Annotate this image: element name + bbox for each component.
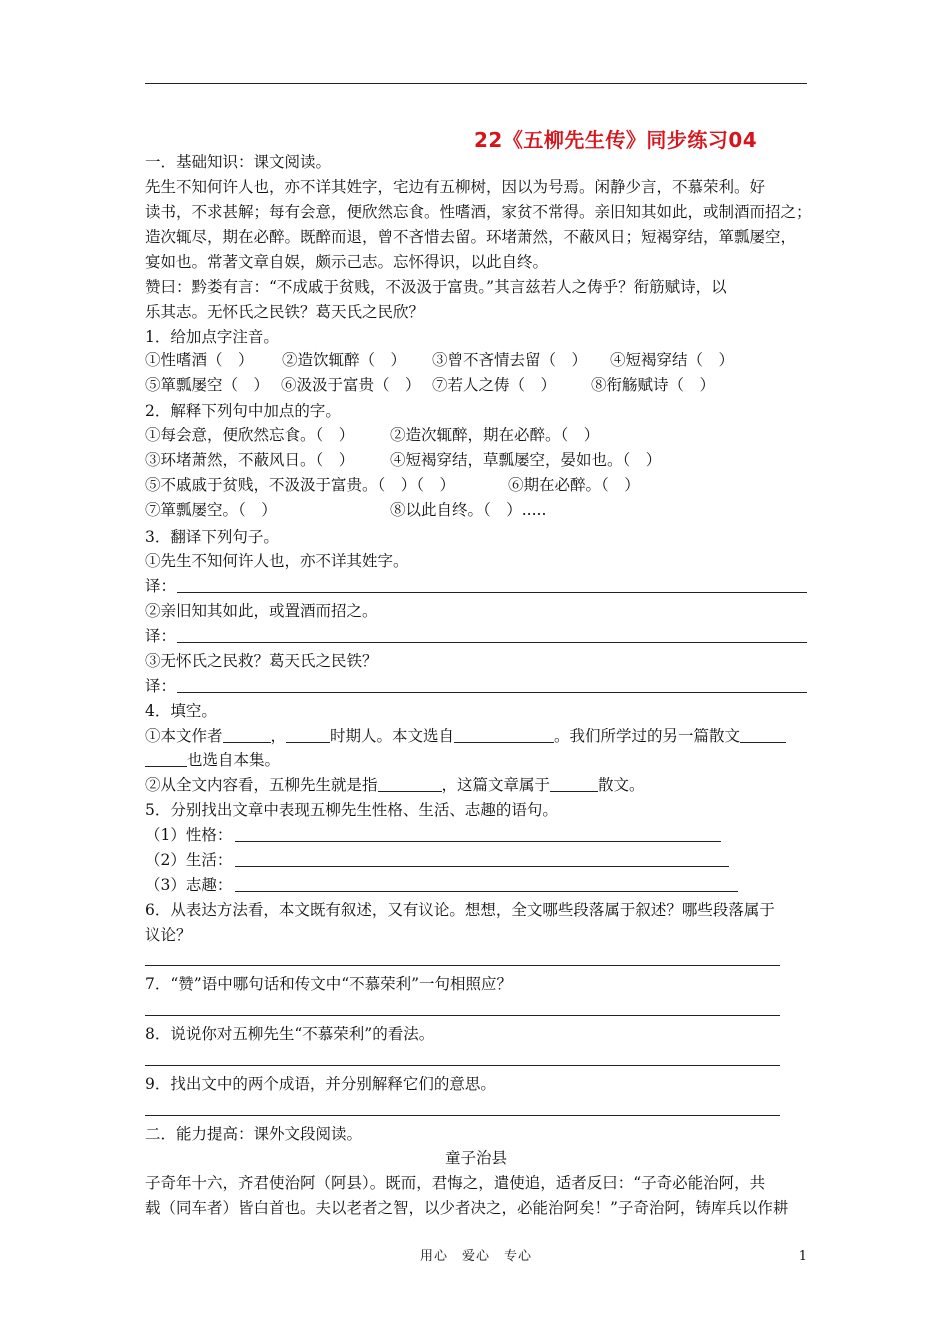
answer-line[interactable] [145, 965, 780, 966]
q4-text: 也选自本集。 [187, 751, 281, 769]
q1-item: ④短褐穿结（ ） [610, 351, 735, 369]
translation-label: 译： [145, 677, 177, 695]
footer-motto: 用心 爱心 专心 [419, 1249, 532, 1264]
q2-item: ⑧以此自终。（ ）..... [390, 501, 547, 519]
q4-line-3 [145, 775, 645, 795]
question-7-stem: 7．“赞”语中哪句话和传文中“不慕荣利”一句相照应？ [145, 975, 513, 993]
passage-line: 子奇年十六，齐君使治阿（阿县）。既而，君悔之，遣使追，适者反曰：“子奇必能治阿，共 [145, 1174, 766, 1192]
fill-blank[interactable] [286, 727, 330, 743]
answer-line[interactable] [145, 1065, 780, 1066]
translation-label: 译： [145, 627, 177, 645]
answer-line[interactable] [177, 692, 807, 693]
q5-item: （3）志趣： [145, 876, 233, 894]
fill-blank[interactable] [550, 776, 598, 792]
q3-item: ③无怀氏之民救？葛天氏之民铁？ [145, 652, 378, 670]
answer-line[interactable] [235, 841, 721, 842]
q1-item: ⑦若人之俦（ ） [432, 376, 557, 394]
q2-item: ③环堵萧然，不蔽风日。（ ） [145, 451, 355, 469]
answer-line[interactable] [177, 592, 807, 593]
fill-blank[interactable] [223, 727, 271, 743]
q1-item: ①性嗜酒（ ） [145, 351, 254, 369]
q2-item: ⑥期在必醉。（ ） [508, 476, 640, 494]
q2-item: ⑦箪瓢屡空。（ ） [145, 501, 277, 519]
question-8-stem: 8．说说你对五柳先生“不慕荣利”的看法。 [145, 1025, 435, 1043]
section-2-heading: 二．能力提高：课外文段阅读。 [145, 1125, 363, 1143]
question-1-stem: 1．给加点字注音。 [145, 328, 279, 346]
header-rule [145, 83, 807, 84]
page-number: 1 [798, 1249, 807, 1264]
answer-line[interactable] [235, 891, 738, 892]
q2-item: ⑤不戚戚于贫贱，不汲汲于富贵。（ ）（ ） [145, 476, 456, 494]
fill-blank[interactable] [378, 776, 442, 792]
fill-blank[interactable] [740, 727, 786, 743]
q1-item: ⑧衔觞赋诗（ ） [591, 376, 716, 394]
q4-text: ， [270, 727, 287, 745]
q5-item: （1）性格： [145, 826, 233, 844]
answer-line[interactable] [145, 1015, 780, 1016]
question-6-stem-cont: 议论？ [145, 926, 192, 944]
q4-line-2 [145, 750, 280, 770]
q2-item: ④短褐穿结，草瓢屡空，晏如也。（ ） [390, 451, 662, 469]
passage-line: 造次辄尽，期在必醉。既醉而退，曾不吝惜去留。环堵萧然，不蔽风日；短褐穿结，箪瓢屡空， [145, 228, 797, 246]
passage-line: 乐其志。无怀氏之民铁？葛天氏之民欣？ [145, 303, 425, 321]
q5-item: （2）生活： [145, 851, 233, 869]
question-6-stem: 6．从表达方法看，本文既有叙述，又有议论。想想，全文哪些段落属于叙述？哪些段落属于 [145, 901, 775, 919]
q3-item: ②亲旧知其如此，或置酒而招之。 [145, 602, 378, 620]
passage-line: 载（同车者）皆白首也。夫以老者之智，以少者决之，必能治阿矣！”子奇治阿，铸库兵以作耕 [145, 1199, 789, 1217]
q1-item: ②造饮辄醉（ ） [282, 351, 407, 369]
section-1-heading: 一．基础知识：课文阅读。 [145, 153, 332, 171]
answer-line[interactable] [177, 642, 807, 643]
translation-label: 译： [145, 577, 177, 595]
q4-text: 散文。 [598, 776, 645, 794]
passage-line: 先生不知何许人也，亦不详其姓字，宅边有五柳树，因以为号焉。闲静少言，不慕荣利。好 [145, 178, 766, 196]
passage-line: 赞曰：黔娄有言：“不成戚于贫贱，不汲汲于富贵。”其言兹若人之俦乎？衔筋赋诗，以 [145, 278, 727, 296]
question-3-stem: 3．翻译下列句子。 [145, 528, 279, 546]
q4-line-1 [145, 726, 786, 746]
q1-item: ⑤箪瓢屡空（ ） [145, 376, 270, 394]
q1-item: ⑥汲汲于富贵（ ） [281, 376, 421, 394]
q2-item: ①每会意，便欣然忘食。（ ） [145, 426, 355, 444]
q2-item: ②造次辄醉，期在必醉。（ ） [390, 426, 600, 444]
q3-item: ①先生不知何许人也，亦不详其姓字。 [145, 552, 409, 570]
q1-item: ③曾不吝情去留（ ） [432, 351, 588, 369]
page-title: 22《五柳先生传》同步练习04 [474, 128, 758, 152]
q4-text: 。我们所学过的另一篇散文 [554, 727, 741, 745]
answer-line[interactable] [235, 866, 729, 867]
fill-blank[interactable] [454, 727, 554, 743]
q4-text: ①本文作者 [145, 727, 223, 745]
question-4-stem: 4．填空。 [145, 702, 217, 720]
q4-text: ，这篇文章属于 [441, 776, 551, 794]
question-9-stem: 9．找出文中的两个成语，并分别解释它们的意思。 [145, 1075, 496, 1093]
question-2-stem: 2．解释下列句中加点的字。 [145, 402, 341, 420]
question-5-stem: 5．分别找出文章中表现五柳先生性格、生活、志趣的语句。 [145, 801, 558, 819]
passage-line: 读书，不求甚解；每有会意，便欣然忘食。性嗜酒，家贫不常得。亲旧知其如此，或制酒而招之； [145, 203, 812, 221]
q4-text: ②从全文内容看，五柳先生就是指 [145, 776, 378, 794]
fill-blank[interactable] [145, 751, 187, 767]
q4-text: 时期人。本文选自 [330, 727, 455, 745]
passage-line: 宴如也。常著文章自娱，颇示己志。忘怀得识，以此自终。 [145, 253, 549, 271]
answer-line[interactable] [145, 1115, 780, 1116]
passage-2-title: 童子治县 [444, 1149, 507, 1167]
